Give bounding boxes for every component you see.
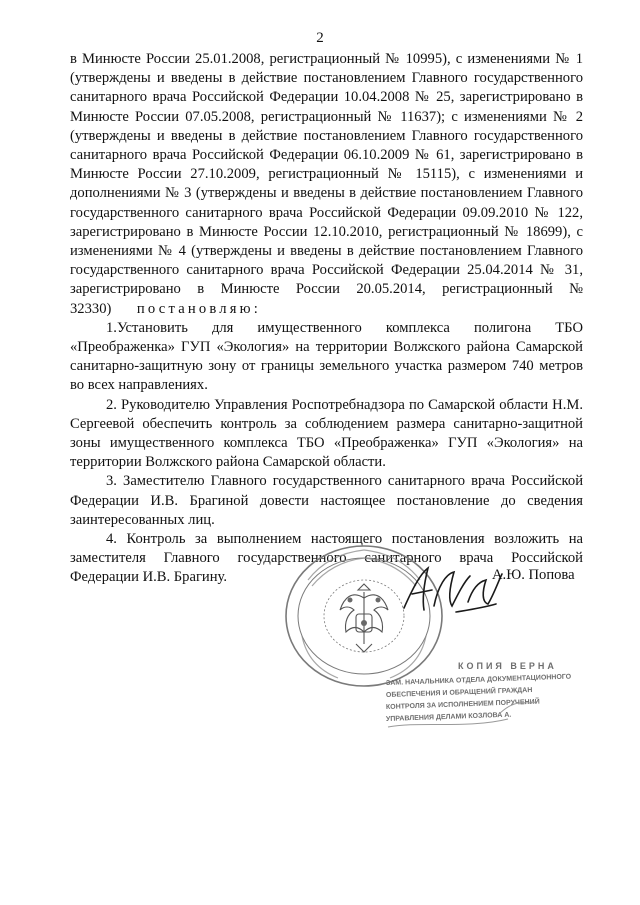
svg-text:КОНТРОЛЯ ЗА ИСПОЛНЕНИЕМ ПОРУЧЕ: КОНТРОЛЯ ЗА ИСПОЛНЕНИЕМ ПОРУЧЕНИЙ — [385, 698, 540, 711]
svg-text:ОБЕСПЕЧЕНИЯ И ОБРАЩЕНИЙ ГРАЖДА: ОБЕСПЕЧЕНИЯ И ОБРАЩЕНИЙ ГРАЖДАН — [385, 686, 533, 699]
copy-verified-stamp — [378, 655, 583, 755]
paragraph-preamble — [70, 50, 583, 319]
paragraph-item-3: 3. Заместителю Главного государственного санитарного врача Российской Федерации И.В. Брагиной довести настоящее постановление до сведения заинтересованных лиц. — [70, 473, 583, 528]
preamble-text: в Минюсте России 25.01.2008, регистрационный № 10995), с изменениями № 1 (утверждены и введены в действие постановлением Главного государственного санитарного врача Российской Федерации 10.04.2008 № 25, зарегистрировано в Минюсте России 07.05.2008, регистрационный № 11637); с изменениями № 2 (утверждены и введены в действие постановлением Главного государственного санитарного врача Российской Федерации 06.10.2009 № 61, зарегистрировано в Минюсте России 27.10.2009, регистрационный № 15115), с изменениями и дополнениями № 3 (утверждены и введены в действие постановлением Главного государственного санитарного врача Российской Федерации 09.09.2010 № 122, зарегистрировано в Минюсте России 12.10.2010, регистрационный № 18699), с изменениями № 4 (утверждены и введены в действие постановлением Главного государственного санитарного врача Российской Федерации 25.04.2014 № 31, зарегистрировано в Минюсте России 20.05.2014, регистрационный № 32330) — [70, 51, 583, 317]
paragraph-item-1: 1.Установить для имущественного комплекса полигона ТБО «Преображенка» ГУП «Экология» на территории Волжского района Самарской санитарно-защитную зону от границы земельного участка размером 740 метров во всех направлениях. — [70, 319, 583, 394]
svg-text:УПРАВЛЕНИЯ ДЕЛАМИ КОЗЛОВА А.: УПРАВЛЕНИЯ ДЕЛАМИ КОЗЛОВА А. — [385, 711, 512, 723]
paragraph-item-4: 4. Контроль за выполнением настоящего постановления возложить на заместителя Главного государственного санитарного врача Российской Федерации И.В. Брагину. — [70, 531, 583, 586]
signer-name: А.Ю. Попова — [492, 567, 575, 583]
paragraph-item-2: 2. Руководителю Управления Роспотребнадзора по Самарской области Н.М. Сергеевой обеспечить контроль за соблюдением размера санитарно-защитной зоны имущественного комплекса ТБО «Преображенка» ГУП «Экология» на территории Волжского района Самарской области. — [70, 396, 583, 471]
page-number: 2 — [316, 30, 324, 46]
document-body — [70, 50, 583, 588]
decree-word: постановляю: — [136, 300, 262, 317]
emblem-eagle-icon — [340, 584, 388, 652]
svg-text:ЗАМ. НАЧАЛЬНИКА ОТДЕЛА ДОКУМЕН: ЗАМ. НАЧАЛЬНИКА ОТДЕЛА ДОКУМЕНТАЦИОННОГО — [385, 673, 572, 687]
svg-text:КОПИЯ ВЕРНА: КОПИЯ ВЕРНА — [458, 661, 557, 671]
